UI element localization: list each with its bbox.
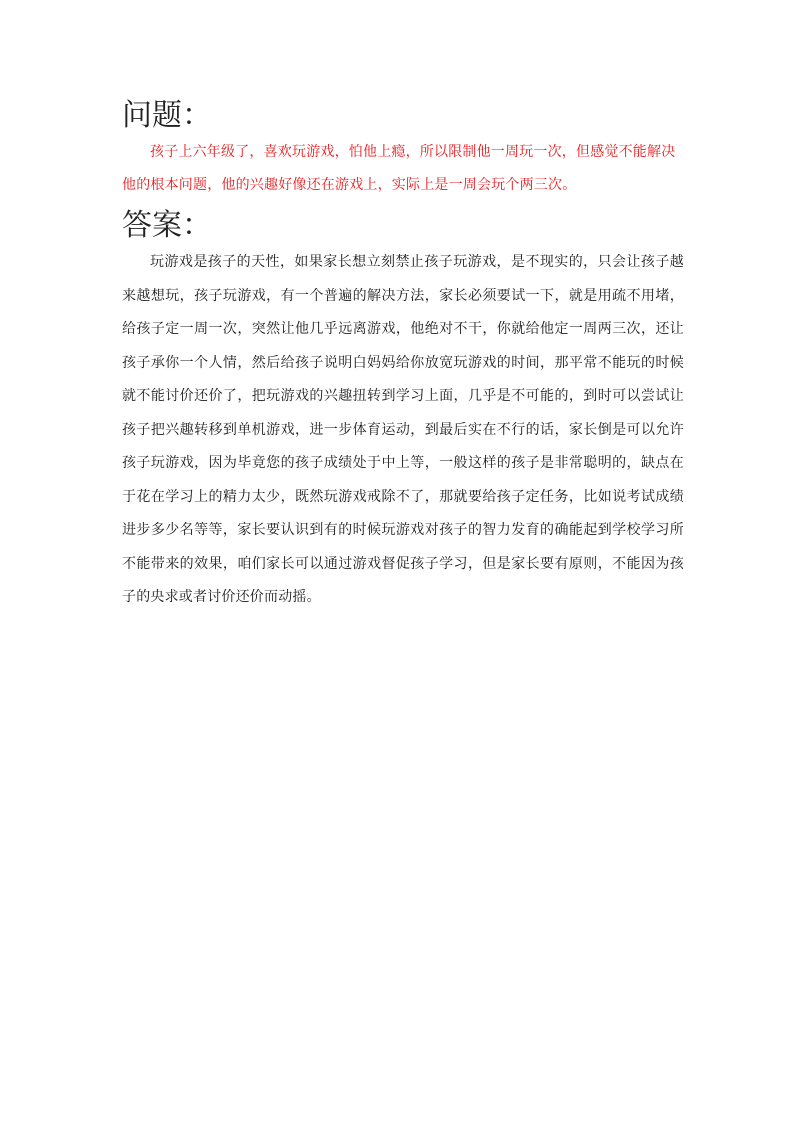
question-heading: 问题： (122, 98, 212, 133)
document-page (122, 96, 684, 615)
answer-heading: 答案： (122, 208, 212, 243)
question-text: 孩子上六年级了，喜欢玩游戏，怕他上瘾，所以限制他一周玩一次，但感觉不能解决他的根本问题，他的兴趣好像还在游戏上，实际上是一周会玩个两三次。 (122, 144, 676, 193)
answer-text: 玩游戏是孩子的天性，如果家长想立刻禁止孩子玩游戏，是不现实的，只会让孩子越来越想玩，孩子玩游戏，有一个普遍的解决方法，家长必须要试一下，就是用疏不用堵，给孩子定一周一次，突然让他几乎远离游戏，他绝对不干，你就给他定一周两三次，还让孩子承你一个人情，然后给孩子说明白妈妈给你放宽玩游戏的时间，那平常不能玩的时候就不能讨价还价了，把玩游戏的兴趣扭转到学习上面，几乎是不可能的，到时可以尝试让孩子把兴趣转移到单机游戏，进一步体育运动，到最后实在不行的话，家长倒是可以允许孩子玩游戏，因为毕竟您的孩子成绩处于中上等，一般这样的孩子是非常聪明的，缺点在于花在学习上的精力太少，既然玩游戏戒除不了，那就要给孩子定任务，比如说考试成绩进步多少名等等，家长要认识到有的时候玩游戏对孩子的智力发育的确能起到学校学习所不能带来的效果，咱们家长可以通过游戏督促孩子学习，但是家长要有原则，不能因为孩子的央求或者讨价还价而动摇。 (122, 254, 684, 605)
